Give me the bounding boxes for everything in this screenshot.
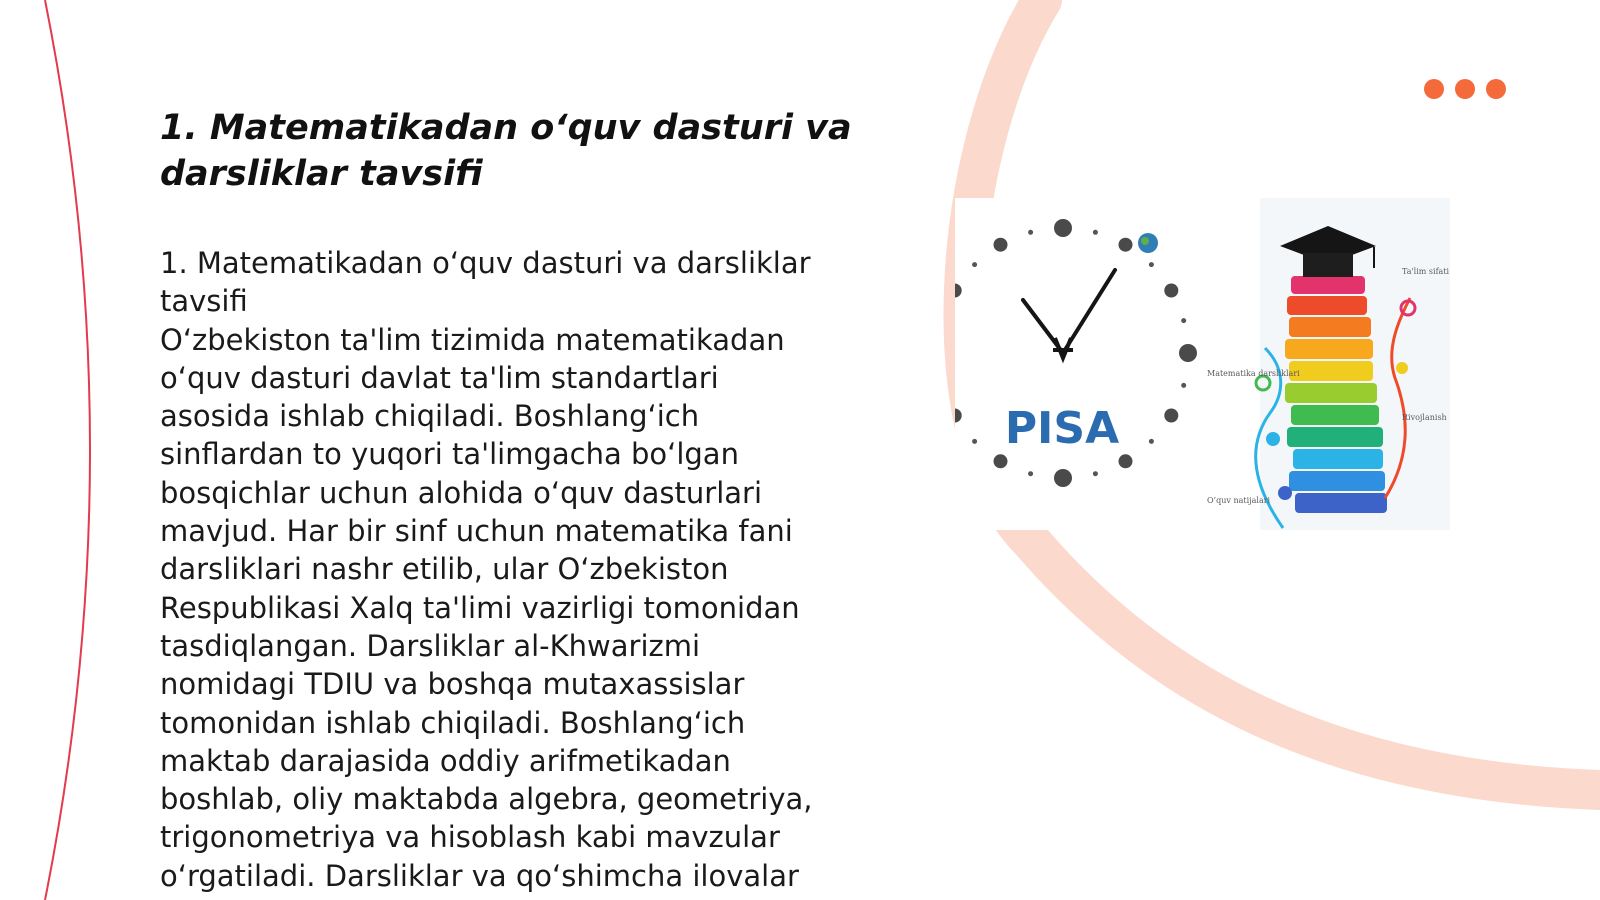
clock-marker bbox=[1054, 219, 1072, 237]
decorative-dots bbox=[1424, 79, 1506, 99]
body-line: trigonometriya va hisoblash kabi mavzular bbox=[160, 820, 780, 855]
clock-minute-dot bbox=[1149, 262, 1154, 267]
body-line: asosida ishlab chiqiladi. Boshlang‘ich bbox=[160, 399, 700, 434]
body-line: mavjud. Har bir sinf uchun matematika fani bbox=[160, 514, 793, 549]
clock-marker bbox=[1164, 284, 1178, 298]
dot-icon bbox=[1455, 79, 1475, 99]
body-line: boshlab, oliy maktabda algebra, geometriya, bbox=[160, 782, 813, 817]
clock-minute-dot bbox=[1181, 318, 1186, 323]
left-curve bbox=[45, 0, 90, 900]
clock-marker bbox=[1119, 454, 1133, 468]
body-line: tasdiqlangan. Darsliklar al-Khwarizmi bbox=[160, 628, 701, 663]
body-line: o‘rgatiladi. Darsliklar va qo‘shimcha ilovalar bbox=[160, 858, 799, 893]
clock-marker bbox=[1054, 469, 1072, 487]
slide-title: 1. Matematikadan o‘quv dasturi va darsliklar tavsifi bbox=[160, 108, 852, 194]
body-line: Respublikasi Xalq ta'limi vazirligi tomonidan bbox=[160, 590, 800, 625]
body-line: darsliklari nashr etilib, ular O‘zbekiston bbox=[160, 552, 729, 587]
caption-1: Ta'lim sifati bbox=[1402, 267, 1450, 276]
clock-minute-dot bbox=[1093, 471, 1098, 476]
body-line: maktab darajasida oddiy arifmetikadan bbox=[160, 743, 731, 778]
clock-minute-dot bbox=[1181, 383, 1186, 388]
clock-marker bbox=[1119, 238, 1133, 252]
clock-marker bbox=[994, 238, 1008, 252]
clock-marker bbox=[1179, 344, 1197, 362]
body-line: 1. Matematikadan o‘quv dasturi va darsliklar bbox=[160, 246, 811, 280]
body-line: o‘quv dasturi davlat ta'lim standartlari bbox=[160, 360, 719, 395]
clock-marker bbox=[994, 454, 1008, 468]
clock-minute-dot bbox=[1028, 471, 1033, 476]
pisa-illustration bbox=[955, 198, 1450, 530]
clock-minute-dot bbox=[1093, 230, 1098, 235]
dot-icon bbox=[1424, 79, 1444, 99]
clock-marker bbox=[1164, 409, 1178, 423]
clock-minute-dot bbox=[1149, 439, 1154, 444]
clock-minute-dot bbox=[1028, 230, 1033, 235]
dot-icon bbox=[1486, 79, 1506, 99]
body-line: nomidagi TDIU va boshqa mutaxassislar bbox=[160, 667, 745, 702]
body-line: bosqichlar uchun alohida o‘quv dasturlari bbox=[160, 475, 763, 510]
body-line: sinflardan to yuqori ta'limgacha bo‘lgan bbox=[160, 437, 739, 472]
clock-minute-dot bbox=[972, 439, 977, 444]
caption-2: Matematika darsliklari bbox=[1207, 369, 1300, 378]
caption-4: O‘quv natijalari bbox=[1207, 496, 1271, 505]
caption-3: Rivojlanish bbox=[1402, 413, 1447, 422]
slide-body bbox=[160, 244, 840, 895]
pisa-label: PISA bbox=[1004, 403, 1120, 454]
body-line: tavsifi bbox=[160, 284, 248, 319]
clock-minute-dot bbox=[972, 262, 977, 267]
body-line: O‘zbekiston ta'lim tizimida matematikadan bbox=[160, 322, 785, 357]
body-line: tomonidan ishlab chiqiladi. Boshlang‘ich bbox=[160, 705, 746, 740]
